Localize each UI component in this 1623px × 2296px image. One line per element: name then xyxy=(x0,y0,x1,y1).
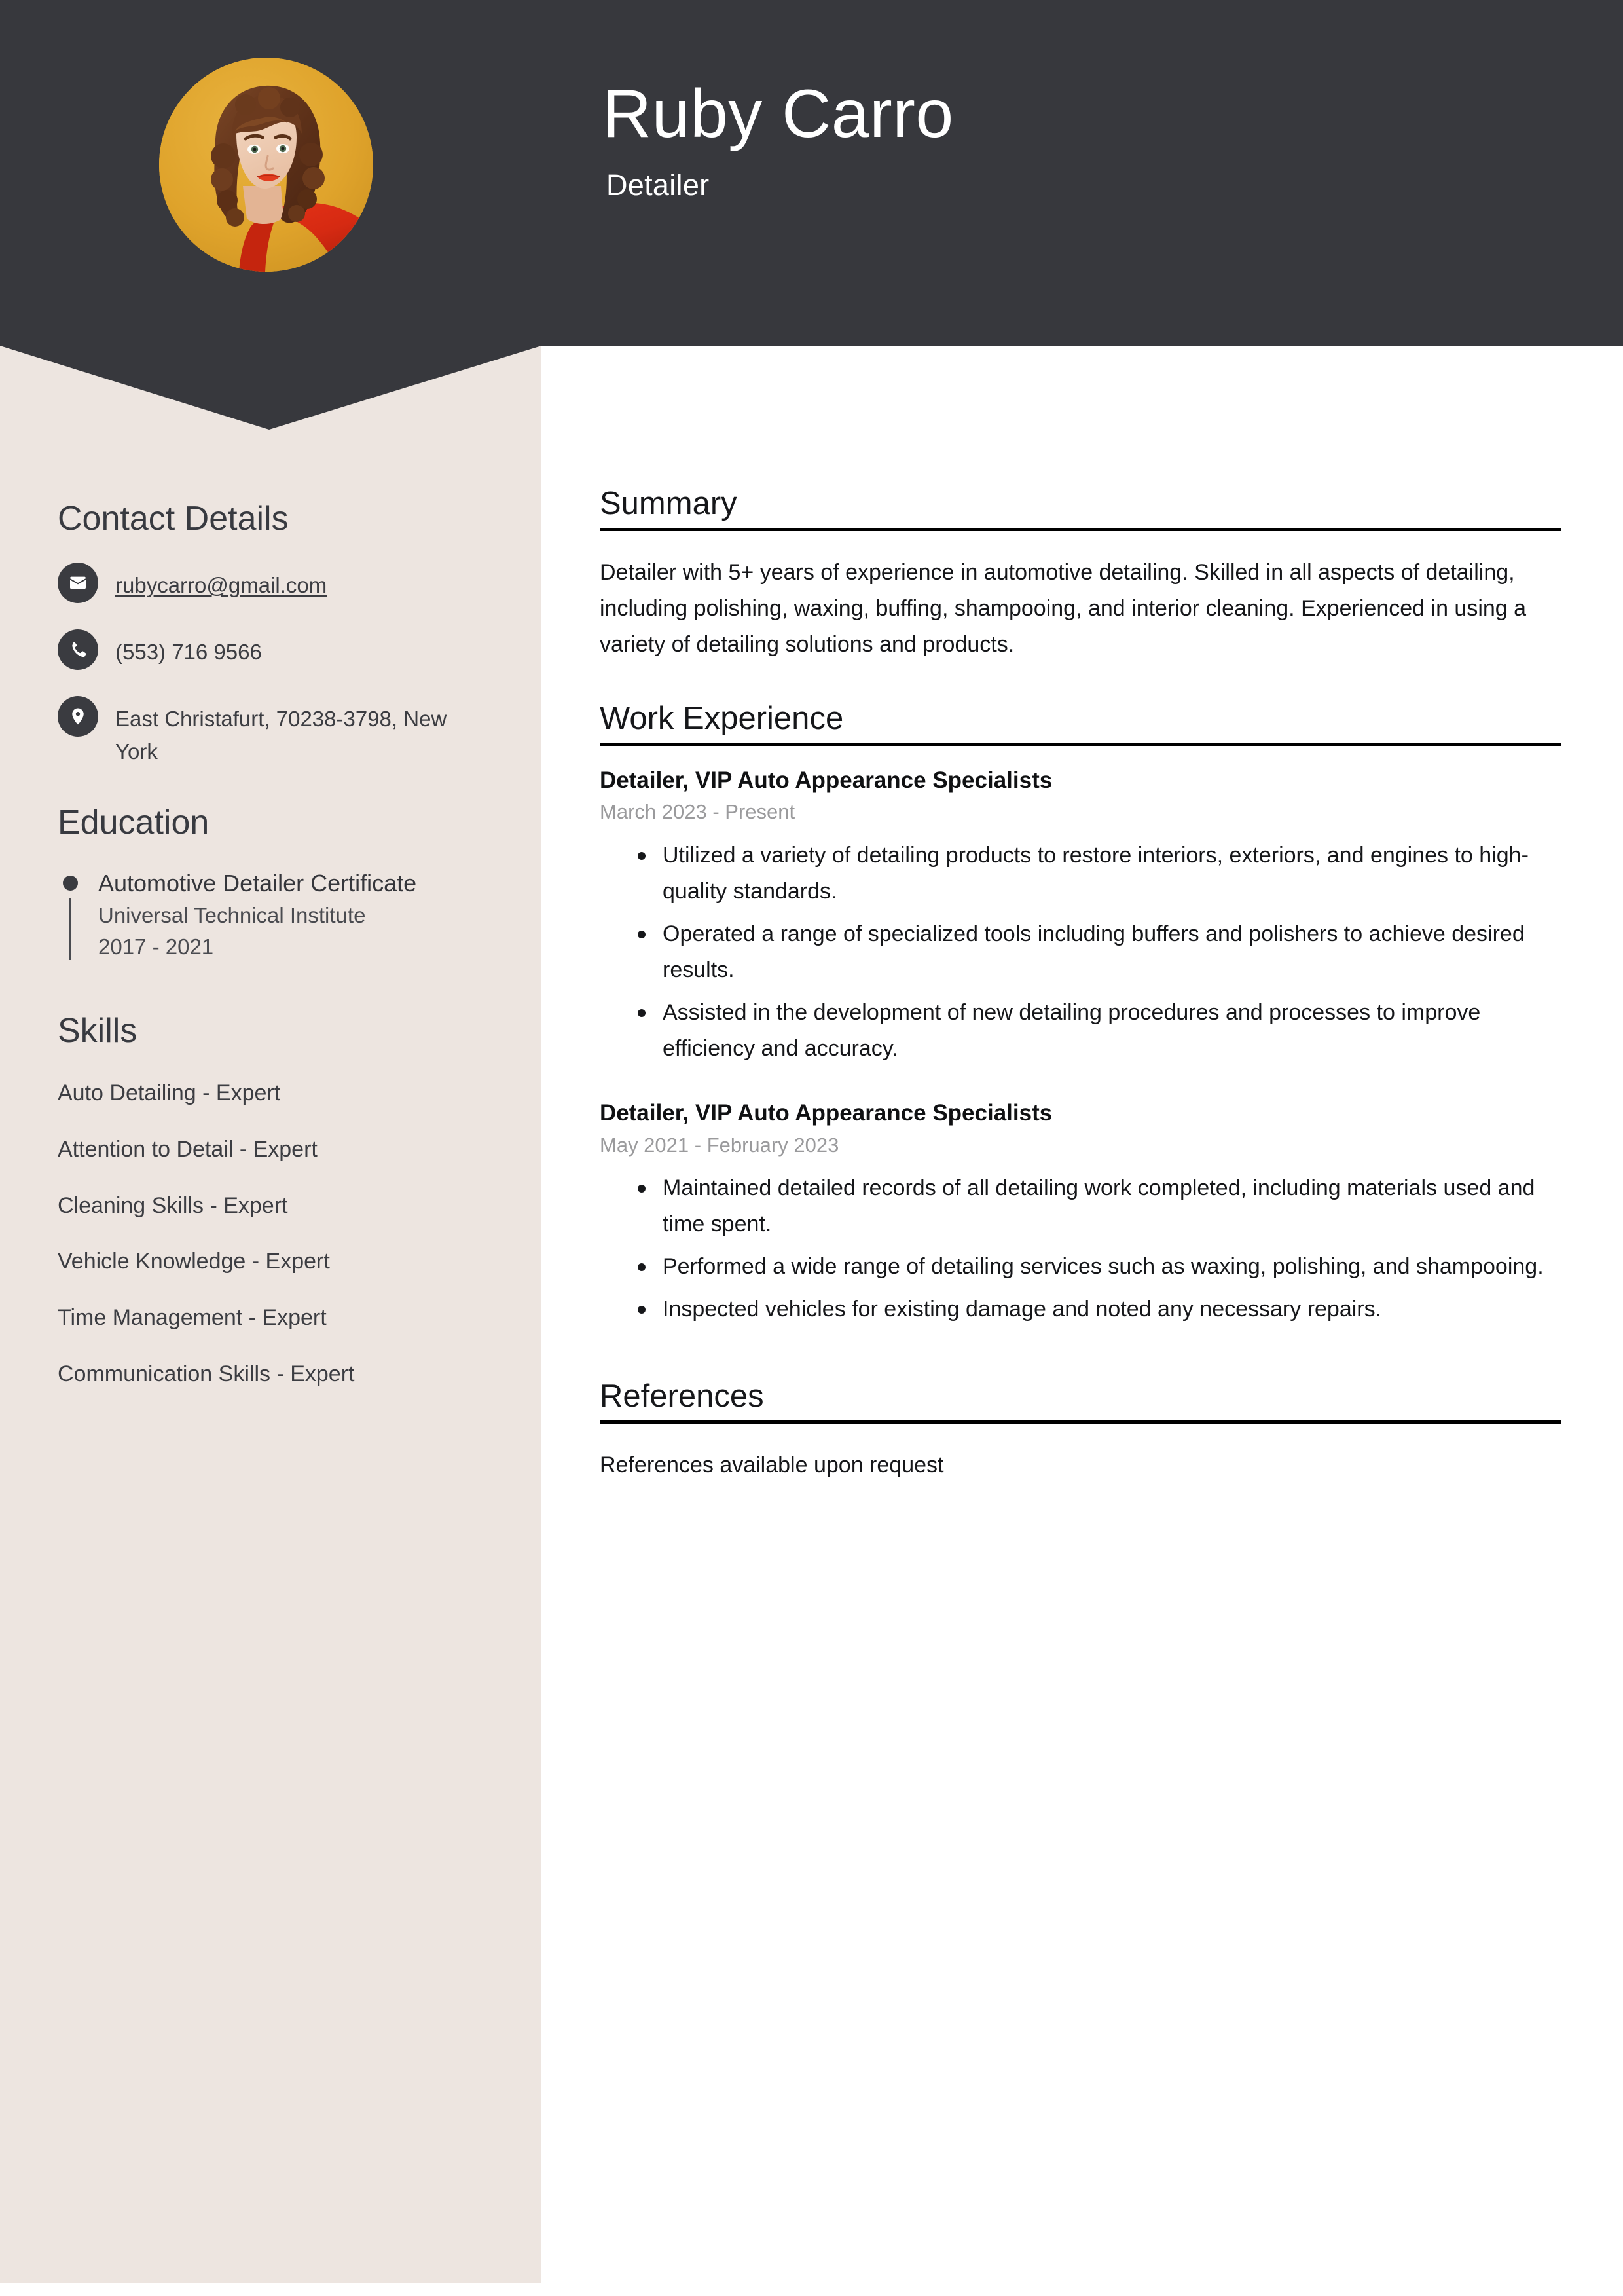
contact-email-value[interactable]: rubycarro@gmail.com xyxy=(115,573,327,597)
skills-section xyxy=(58,1010,490,1390)
job-entry xyxy=(600,1098,1562,1327)
envelope-icon xyxy=(58,563,98,603)
job-bullet-list xyxy=(600,838,1562,1067)
job-bullet: Utilized a variety of detailing products to restore interiors, exteriors, and engines to high-quality standards. xyxy=(663,838,1562,910)
contact-address-value: East Christafurt, 70238-3798, New York xyxy=(115,707,447,764)
phone-icon xyxy=(58,629,98,670)
timeline-bullet-icon xyxy=(63,876,78,891)
header-text-group xyxy=(602,76,954,202)
job-dates: May 2021 - February 2023 xyxy=(600,1133,839,1157)
section-divider xyxy=(600,743,1561,746)
skill-item: Vehicle Knowledge - Expert xyxy=(58,1249,330,1274)
skill-item: Time Management - Expert xyxy=(58,1305,327,1331)
job-dates: March 2023 - Present xyxy=(600,800,795,824)
summary-text: Detailer with 5+ years of experience in automotive detailing. Skilled in all aspects of detailing, including polishing, waxing, buffing, shampooing, and interior cleaning. Experienced in using a variety of detailing solutions and products. xyxy=(600,559,1527,657)
contact-phone-value: (553) 716 9566 xyxy=(115,640,262,664)
timeline-line xyxy=(69,898,71,960)
skill-item: Attention to Detail - Expert xyxy=(58,1136,318,1162)
job-title: Detailer xyxy=(606,168,710,202)
contact-item-address xyxy=(58,696,490,768)
location-pin-icon xyxy=(58,696,98,737)
contact-details-heading: Contact Details xyxy=(58,500,289,538)
contact-item-email[interactable] xyxy=(58,563,490,603)
education-years: 2017 - 2021 xyxy=(98,934,214,959)
references-heading: References xyxy=(600,1379,764,1415)
job-entry xyxy=(600,766,1562,1067)
education-section xyxy=(58,802,490,963)
summary-heading: Summary xyxy=(600,486,737,521)
education-heading: Education xyxy=(58,804,210,842)
references-section xyxy=(600,1377,1562,1483)
job-bullet: Inspected vehicles for existing damage and noted any necessary repairs. xyxy=(663,1291,1562,1327)
section-divider xyxy=(600,528,1561,531)
job-bullet: Maintained detailed records of all detailing work completed, including materials used and time spent. xyxy=(663,1170,1562,1242)
summary-section xyxy=(600,485,1562,663)
job-bullet: Assisted in the development of new detailing procedures and processes to improve efficiency and accuracy. xyxy=(663,995,1562,1067)
education-school: Universal Technical Institute xyxy=(98,903,366,928)
skill-item: Cleaning Skills - Expert xyxy=(58,1193,288,1218)
job-bullet: Performed a wide range of detailing services such as waxing, polishing, and shampooing. xyxy=(663,1249,1562,1285)
skill-item: Auto Detailing - Expert xyxy=(58,1080,281,1105)
contact-list xyxy=(58,563,490,768)
work-experience-heading: Work Experience xyxy=(600,701,844,736)
contact-item-phone[interactable] xyxy=(58,629,490,670)
skill-item: Communication Skills - Expert xyxy=(58,1361,355,1387)
job-role: Detailer, VIP Auto Appearance Specialists xyxy=(600,767,1053,793)
job-bullet: Operated a range of specialized tools including buffers and polishers to achieve desired results. xyxy=(663,916,1562,988)
page-title: Ruby Carro xyxy=(602,76,954,152)
education-degree: Automotive Detailer Certificate xyxy=(98,870,417,897)
job-bullet-list xyxy=(600,1170,1562,1327)
education-entry xyxy=(58,866,490,963)
references-text: References available upon request xyxy=(600,1452,944,1477)
work-experience-section xyxy=(600,699,1562,1327)
contact-details-section xyxy=(58,498,490,768)
skills-heading: Skills xyxy=(58,1011,137,1050)
job-role: Detailer, VIP Auto Appearance Specialists xyxy=(600,1100,1053,1126)
section-divider xyxy=(600,1420,1561,1424)
avatar xyxy=(159,58,373,272)
main-content xyxy=(600,485,1562,1520)
